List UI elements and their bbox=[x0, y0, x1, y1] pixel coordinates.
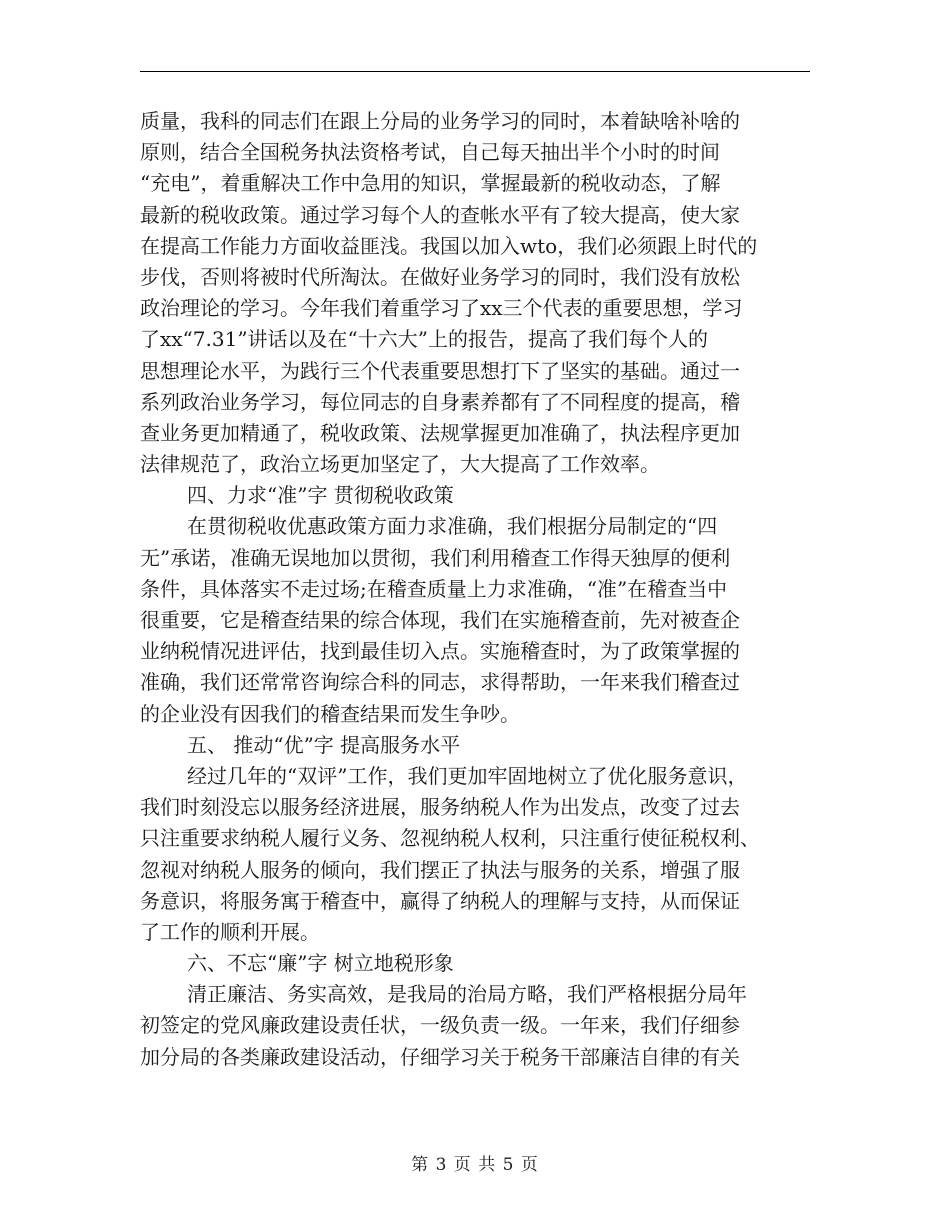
body-line: 准确，我们还常常咨询综合科的同志，求得帮助，一年来我们稽查过 bbox=[140, 670, 740, 695]
body-line: 最新的税收政策。通过学习每个人的查帐水平有了较大提高，使大家 bbox=[140, 202, 740, 227]
body-line: 只注重要求纳税人履行义务、忽视纳税人权利，只注重行使征税权利、 bbox=[140, 826, 760, 851]
body-line: 在贯彻税收优惠政策方面力求准确，我们根据分局制定的“四 bbox=[187, 514, 718, 539]
body-line: 的企业没有因我们的稽查结果而发生争吵。 bbox=[140, 701, 520, 726]
body-line: 我们时刻没忘以服务经济进展，服务纳税人作为出发点，改变了过去 bbox=[140, 795, 740, 820]
body-line: 清正廉洁、务实高效，是我局的治局方略，我们严格根据分局年 bbox=[187, 982, 747, 1007]
body-line: 了工作的顺利开展。 bbox=[140, 919, 320, 944]
body-line: 初签定的党风廉政建设责任状，一级负责一级。一年来，我们仔细参 bbox=[140, 1013, 740, 1038]
body-line: 条件，具体落实不走过场;在稽查质量上力求准确，“准”在稽查当中 bbox=[140, 576, 728, 601]
section-heading: 五、 推动“优”字 提高服务水平 bbox=[187, 732, 461, 757]
body-line: 原则，结合全国税务执法资格考试，自己每天抽出半个小时的时间 bbox=[140, 140, 720, 165]
section-heading: 六、不忘“廉”字 树立地税形象 bbox=[187, 951, 454, 976]
body-line: 步伐，否则将被时代所淘汰。在做好业务学习的同时，我们没有放松 bbox=[140, 264, 740, 289]
body-line: “充电”，着重解决工作中急用的知识，掌握最新的税收动态，了解 bbox=[140, 171, 721, 196]
body-line: 加分局的各类廉政建设活动，仔细学习关于税务干部廉洁自律的有关 bbox=[140, 1044, 740, 1069]
body-line: 质量，我科的同志们在跟上分局的业务学习的同时，本着缺啥补啥的 bbox=[140, 109, 740, 133]
body-line: 在提高工作能力方面收益匪浅。我国以加入wto，我们必须跟上时代的 bbox=[140, 233, 758, 258]
page-number: 第 3 页 共 5 页 bbox=[411, 1155, 539, 1175]
body-line: 了xx“7.31”讲话以及在“十六大”上的报告，提高了我们每个人的 bbox=[140, 327, 708, 352]
header-rule bbox=[140, 71, 810, 72]
body-line: 很重要，它是稽查结果的综合体现，我们在实施稽查前，先对被查企 bbox=[140, 608, 740, 632]
body-line: 查业务更加精通了，税收政策、法规掌握更加准确了，执法程序更加 bbox=[140, 420, 740, 445]
body-line: 业纳税情况进评估，找到最佳切入点。实施稽查时，为了政策掌握的 bbox=[140, 639, 740, 664]
body-line: 经过几年的“双评”工作，我们更加牢固地树立了优化服务意识， bbox=[187, 763, 748, 788]
body-line: 系列政治业务学习，每位同志的自身素养都有了不同程度的提高，稽 bbox=[140, 389, 740, 414]
body-line: 忽视对纳税人服务的倾向，我们摆正了执法与服务的关系，增强了服 bbox=[140, 857, 740, 882]
body-line: 无”承诺，准确无误地加以贯彻，我们利用稽查工作得天独厚的便利 bbox=[140, 545, 731, 570]
body-line: 法律规范了，政治立场更加坚定了，大大提高了工作效率。 bbox=[140, 452, 660, 477]
section-heading: 四、力求“准”字 贯彻税收政策 bbox=[187, 483, 454, 508]
body-line: 政治理论的学习。今年我们着重学习了xx三个代表的重要思想，学习 bbox=[140, 296, 743, 321]
body-line: 思想理论水平，为践行三个代表重要思想打下了坚实的基础。通过一 bbox=[140, 358, 740, 383]
document-body bbox=[140, 106, 810, 1073]
body-line: 务意识，将服务寓于稽查中，赢得了纳税人的理解与支持，从而保证 bbox=[140, 888, 740, 913]
